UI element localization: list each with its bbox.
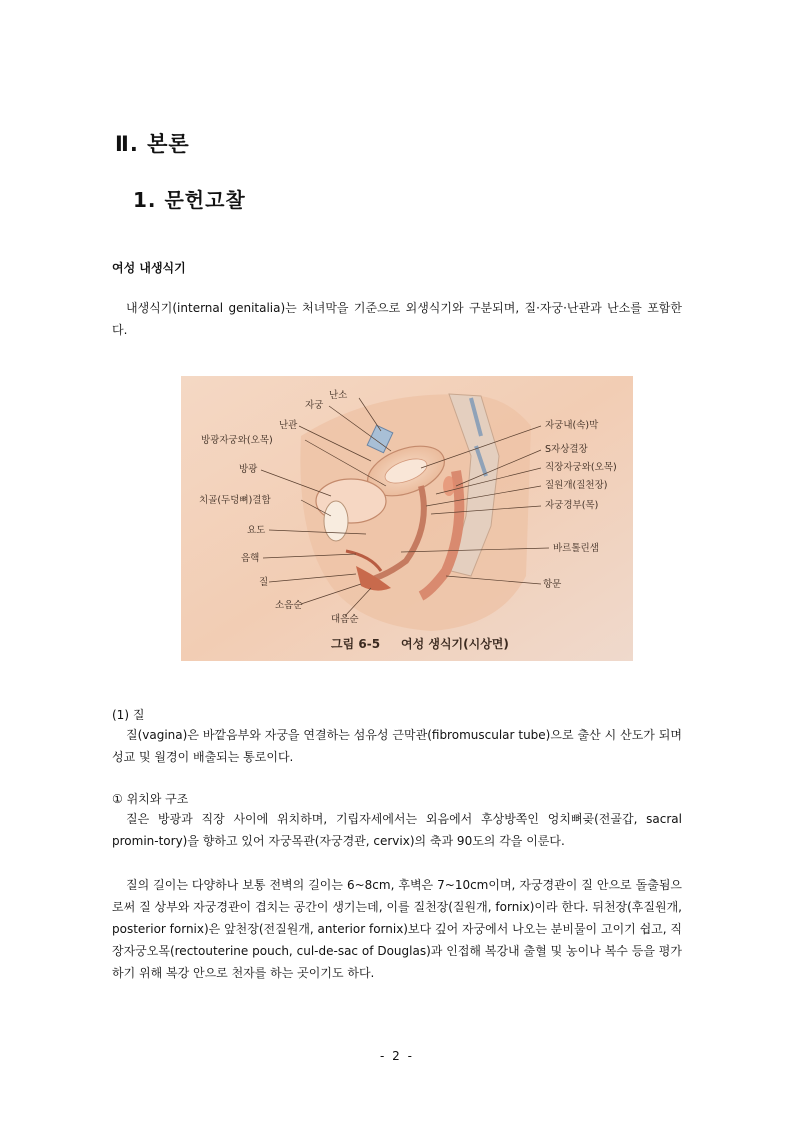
position-paragraph-1 (112, 808, 682, 852)
label-sigmoid-colon: S자상결장 (545, 444, 588, 455)
label-bartholin-gland: 바르톨린샘 (553, 543, 599, 554)
intro-text: 내생식기(internal genitalia)는 처녀막을 기준으로 외생식기와 구분되며, 질·자궁·난관과 난소를 포함한다. (112, 301, 682, 337)
topic-heading: 여성 내생식기 (112, 261, 186, 275)
label-pubic-symphysis: 치골(두덩뼈)결합 (199, 495, 271, 506)
label-fornix: 질원개(질천장) (545, 480, 608, 491)
sub-heading: 1. 문헌고찰 (133, 188, 246, 212)
label-rectouterine-pouch: 직장자궁와(오목) (545, 462, 617, 473)
figure-caption-number: 그림 6-5 (331, 637, 381, 651)
figure-caption-title: 여성 생식기(시상면) (401, 637, 509, 651)
label-labia-minora: 소음순 (275, 600, 303, 611)
label-anus: 항문 (543, 579, 562, 590)
vagina-heading: (1) 질 (112, 708, 145, 722)
position-text-2: 질의 길이는 다양하나 보통 전벽의 길이는 6~8cm, 후벽은 7~10cm이며, 자궁경관이 질 안으로 돌출됨으로써 질 상부와 자궁경관이 겹치는 공간이 생기는데, 이를 질천장(질원개, fornix)이라 한다. 뒤천장(후질원개, posterior fornix)은 앞천장(전질원개, anterior fornix)보다 깊어 자궁에서 나오는 분비물이 고이기 쉽고, 직장자궁오목(rectouterine pouch, cul-de-sac of Douglas)과 인접해 복강내 출혈 및 농이나 복수 등을 평가하기 위해 복강 안으로 천자를 하는 곳이기도 하다. (112, 878, 682, 980)
anatomy-figure (181, 376, 633, 661)
vagina-paragraph (112, 724, 682, 768)
position-paragraph-2 (112, 874, 682, 984)
sagittal-illustration (181, 376, 633, 661)
section-heading: Ⅱ. 본론 (115, 132, 190, 156)
intro-paragraph (112, 297, 682, 341)
label-urethra: 요도 (247, 525, 266, 536)
label-endometrium: 자궁내(속)막 (545, 420, 599, 431)
label-uterus: 자궁 (305, 400, 324, 411)
label-tube: 난관 (279, 420, 298, 431)
label-vagina: 질 (259, 577, 269, 588)
label-ovary: 난소 (329, 390, 348, 401)
label-cervix: 자궁경부(목) (545, 500, 599, 511)
sigmoid-highlight (443, 476, 455, 496)
page-number: - 2 - (380, 1049, 414, 1063)
label-clitoris: 음핵 (241, 553, 260, 564)
position-heading: ① 위치와 구조 (112, 792, 189, 806)
pubic-bone (324, 501, 348, 541)
vagina-text: 질(vagina)은 바깥음부와 자궁을 연결하는 섬유성 근막관(fibromuscular tube)으로 출산 시 산도가 되며 성교 및 월경이 배출되는 통로이다. (112, 728, 682, 764)
label-labia-majora: 대음순 (331, 614, 359, 625)
label-bladder: 방광 (239, 464, 258, 475)
position-text-1: 질은 방광과 직장 사이에 위치하며, 기립자세에서는 외음에서 후상방쪽인 엉치뼈곶(전골갑, sacral promin-tory)을 향하고 있어 자궁목관(자궁경관, cervix)의 축과 90도의 각을 이룬다. (112, 812, 682, 848)
label-vesicouterine-pouch: 방광자궁와(오목) (201, 435, 273, 446)
